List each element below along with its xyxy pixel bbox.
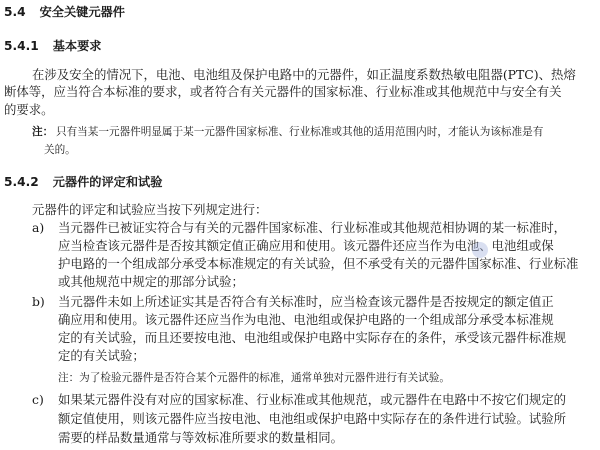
- section-title: 元器件的评定和试验: [52, 175, 163, 189]
- list-item-line: 定的有关试验；: [58, 348, 145, 363]
- paragraph-line: 断体等，应当符合本标准的要求，或者符合有关元器件的国家标准、行业标准或其他规范中与安全有关: [4, 84, 562, 99]
- faint-stamp-mark: [472, 242, 488, 258]
- paragraph-line: 的要求。: [4, 102, 54, 117]
- section-title: 基本要求: [52, 39, 102, 53]
- section-title: 安全关键元器件: [39, 5, 125, 19]
- section-number: 5.4.2: [4, 175, 39, 189]
- list-item-line: 应当检查该元器件是否按其额定值正确应用和使用。该元器件还应当作为电池、电池组或保: [58, 238, 554, 253]
- note-line: 只有当某一元器件明显属于某一元器件国家标准、行业标准或其他的适用范围内时，才能认为该标准是有: [56, 126, 544, 138]
- section-heading-5-4: [4, 4, 125, 20]
- section-number: 5.4.1: [4, 39, 39, 53]
- section-number: 5.4: [4, 5, 26, 19]
- list-item-line: 需要的样品数量通常与等效标准所要求的数量相同。: [58, 430, 343, 445]
- section-heading-5-4-1: [4, 38, 101, 54]
- list-item-line: 当元器件未如上所述证实其是否符合有关标准时，应当检查该元器件是否按规定的额定值正: [58, 294, 554, 309]
- list-item-line: 当元器件已被证实符合与有关的元器件国家标准、行业标准或其他规范相协调的某一标准时，: [58, 220, 567, 235]
- list-item-line: 或其他规范中规定的那部分试验；: [58, 274, 244, 289]
- note-line: 注：为了检验元器件是否符合某个元器件的标准，通常单独对元器件进行有关试验。: [58, 372, 450, 384]
- intro-line: 元器件的评定和试验应当按下列规定进行：: [32, 202, 268, 217]
- list-item-line: 如果某元器件没有对应的国家标准、行业标准或其他规范，或元器件在电路中不按它们规定的: [58, 392, 567, 407]
- paragraph-line: 在涉及安全的情况下，电池、电池组及保护电路中的元器件，如正温度系数热敏电阻器(PTC)、热熔: [32, 67, 576, 82]
- note-label: 注：: [32, 126, 54, 138]
- section-heading-5-4-2: [4, 174, 162, 190]
- list-marker: c): [32, 392, 44, 407]
- list-marker: b): [32, 294, 45, 309]
- list-item-line: 定的有关试验，而且还要按电池、电池组或保护电路中实际存在的条件，承受该元器件标准规: [58, 330, 567, 345]
- note-line: 关的。: [44, 144, 76, 156]
- list-item-line: 额定值使用，则该元器件应当按电池、电池组或保护电路中实际存在的条件进行试验。试验所: [58, 411, 567, 426]
- list-marker: a): [32, 220, 45, 235]
- list-item-line: 确应用和使用。该元器件还应当作为电池、电池组或保护电路的一个组成部分承受本标准规: [58, 312, 554, 327]
- list-item-line: 护电路的一个组成部分承受本标准规定的有关试验，但不承受有关的元器件国家标准、行业标准: [58, 256, 579, 271]
